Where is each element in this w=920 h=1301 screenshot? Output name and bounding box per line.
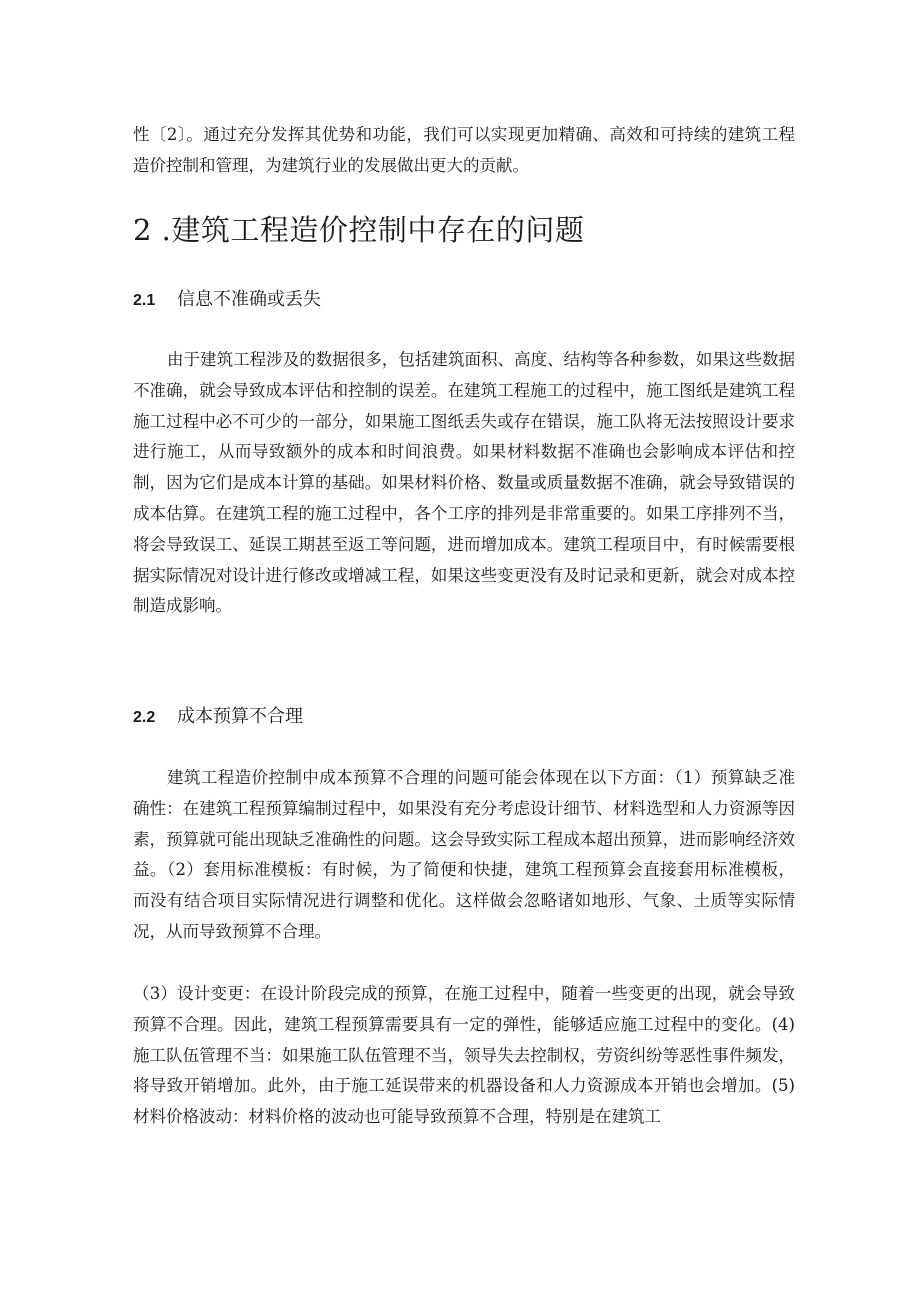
intro-paragraph: 性〔2〕。通过充分发挥其优势和功能，我们可以实现更加精确、高效和可持续的建筑工程造价控制和管理，为建筑行业的发展做出更大的贡献。 [133, 125, 795, 175]
subsection-title: 信息不准确或丢失 [177, 289, 321, 310]
subsection-title: 成本预算不合理 [177, 706, 303, 727]
body-paragraph: （3）设计变更：在设计阶段完成的预算，在施工过程中，随着一些变更的出现，就会导致预算不合理。因此，建筑工程预算需要具有一定的弹性，能够适应施工过程中的变化。(4)施工队伍管理不当：如果施工队伍管理不当，领导失去控制权，劳资纠纷等恶性事件频发，将导致开销增加。此外，由于施工延误带来的机器设备和人力资源成本开销也会增加。(5)材料价格波动：材料价格的波动也可能导致预算不合理，特别是在建筑工 [133, 984, 795, 1127]
section-heading-block [133, 210, 795, 250]
subsection-number: 2.1 [133, 292, 156, 309]
intro-paragraph-block [133, 120, 795, 182]
subsection-heading-2-2 [133, 703, 795, 732]
body-paragraph: 由于建筑工程涉及的数据很多，包括建筑面积、高度、结构等各种参数，如果这些数据不准确，就会导致成本评估和控制的误差。在建筑工程施工的过程中，施工图纸是建筑工程施工过程中必不可少的一部分，如果施工图纸丢失或存在错误，施工队将无法按照设计要求进行施工，从而导致额外的成本和时间浪费。如果材料数据不准确也会影响成本评估和控制，因为它们是成本计算的基础。如果材料价格、数量或质量数据不准确，就会导致错误的成本估算。在建筑工程的施工过程中，各个工序的排列是非常重要的。如果工序排列不当，将会导致误工、延误工期甚至返工等问题，进而增加成本。建筑工程项目中，有时候需要根据实际情况对设计进行修改或增减工程，如果这些变更没有及时记录和更新，就会对成本控制造成影响。 [133, 350, 795, 616]
body-paragraph: 建筑工程造价控制中成本预算不合理的问题可能会体现在以下方面：（1）预算缺乏准确性：在建筑工程预算编制过程中，如果没有充分考虑设计细节、材料选型和人力资源等因素，预算就可能出现缺乏准确性的问题。这会导致实际工程成本超出预算，进而影响经济效益。（2）套用标准模板：有时候，为了简便和快捷，建筑工程预算会直接套用标准模板，而没有结合项目实际情况进行调整和优化。这样做会忽略诸如地形、气象、土质等实际情况，从而导致预算不合理。 [133, 768, 795, 941]
subsection-2-2-body [133, 763, 795, 948]
subsection-2-2-body-continued [133, 979, 795, 1133]
subsection-heading-2-1 [133, 286, 795, 315]
section-heading: 2 .建筑工程造价控制中存在的问题 [133, 213, 585, 247]
subsection-number: 2.2 [133, 709, 156, 726]
subsection-2-1-body [133, 345, 795, 622]
